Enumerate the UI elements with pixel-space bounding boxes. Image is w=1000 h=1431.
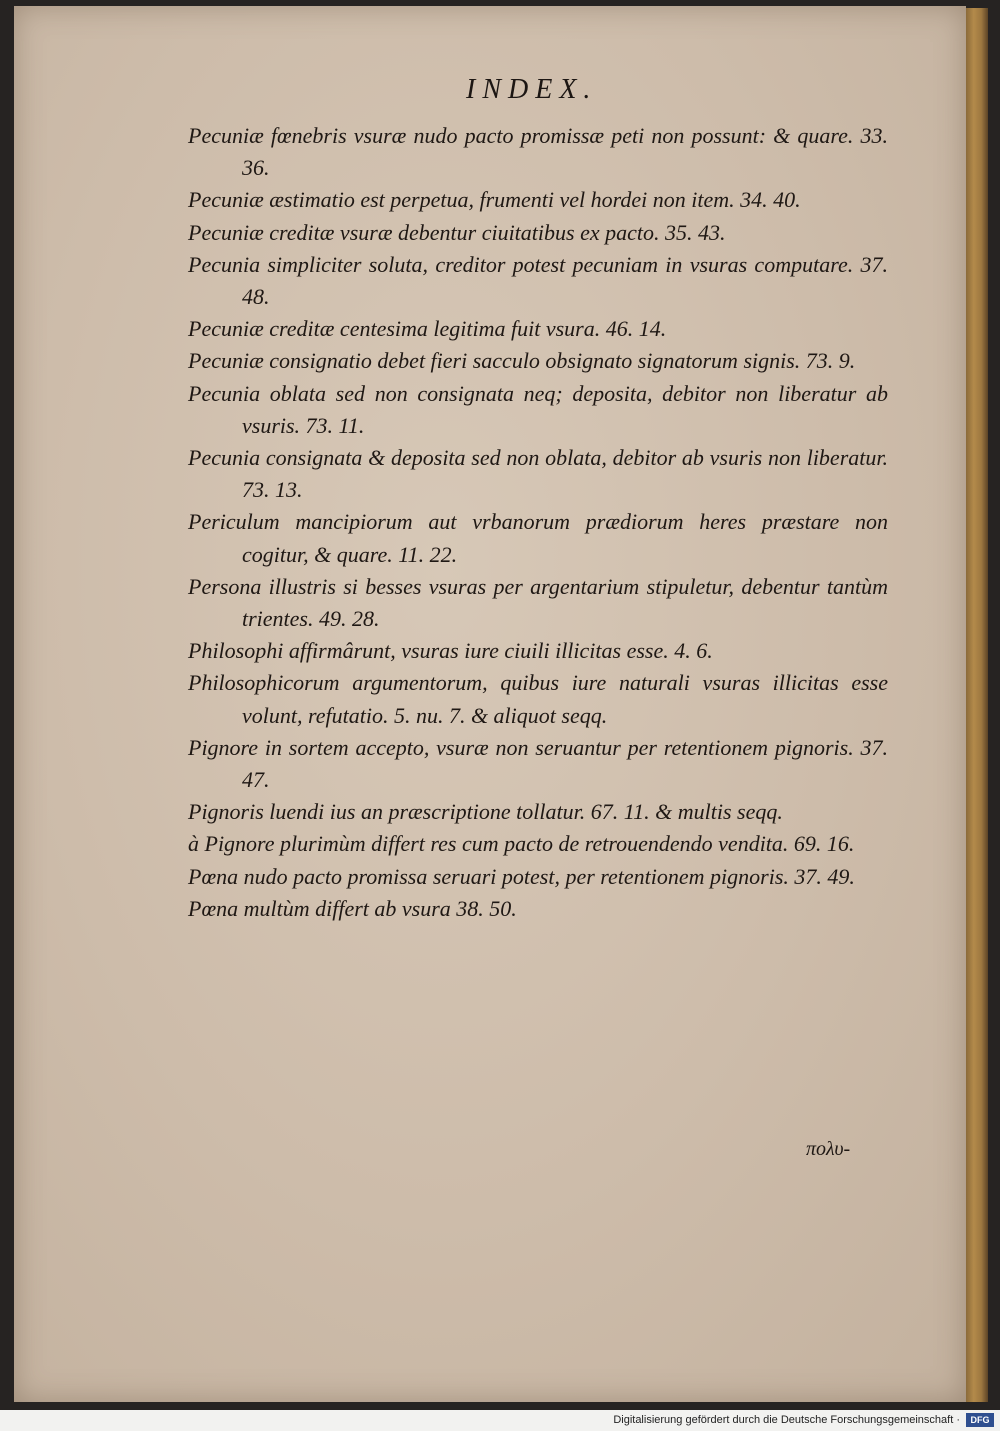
index-entry: Pecuniæ creditæ vsuræ debentur ciuitatibus ex pacto. 35. 43. — [188, 219, 726, 245]
digitization-footer — [0, 1410, 1000, 1431]
index-entry: Pecuniæ æstimatio est perpetua, frumenti vel hordei non item. 34. 40. — [188, 187, 801, 213]
page-heading: INDEX. — [466, 74, 598, 105]
index-entry: Pœna nudo pacto promissa seruari potest, per retentionem pignoris. 37. 49. — [188, 863, 855, 889]
index-entry: Pecuniæ consignatio debet fieri sacculo obsignato signatorum signis. 73. 9. — [188, 348, 856, 374]
index-entry: Pœna multùm differt ab vsura 38. 50. — [188, 895, 517, 921]
index-entry: Philosophi affirmârunt, vsuras iure ciuili illicitas esse. 4. 6. — [188, 638, 713, 664]
catchword: πολυ- — [806, 1138, 851, 1160]
index-entry: Pecuniæ fœnebris vsuræ nudo pacto promissæ peti non possunt: & quare. 33. 36. — [188, 123, 888, 181]
index-entry-list — [188, 120, 888, 925]
index-entry: Pignoris luendi ius an præscriptione tollatur. 67. 11. & multis seqq. — [188, 799, 783, 825]
index-entry: Pecunia consignata & deposita sed non oblata, debitor ab vsuris non liberatur. 73. 13. — [188, 445, 888, 503]
index-entry: Pecuniæ creditæ centesima legitima fuit vsura. 46. 14. — [188, 316, 667, 342]
index-entry: Philosophicorum argumentorum, quibus iure naturali vsuras illicitas esse volunt, refutatio. 5. nu. 7. & aliquot seqq. — [188, 670, 888, 728]
index-entry: Pecunia oblata sed non consignata neq; deposita, debitor non liberatur ab vsuris. 73. 11. — [188, 380, 888, 438]
index-entry: à Pignore plurimùm differt res cum pacto de retrouendendo vendita. 69. 16. — [188, 831, 855, 857]
dfg-logo: DFG — [966, 1413, 994, 1427]
funding-credit: Digitalisierung gefördert durch die Deutsche Forschungsgemeinschaft · — [613, 1414, 960, 1426]
index-entry: Persona illustris si besses vsuras per argentarium stipuletur, debentur tantùm trientes. 49. 28. — [188, 573, 888, 632]
page-edge — [966, 8, 988, 1402]
index-entry: Pecunia simpliciter soluta, creditor potest pecuniam in vsuras computare. 37. 48. — [188, 251, 888, 310]
index-entry: Periculum mancipiorum aut vrbanorum prædiorum heres præstare non cogitur, & quare. 11. 22. — [188, 509, 888, 567]
book-page — [14, 6, 966, 1402]
index-entry: Pignore in sortem accepto, vsuræ non seruantur per retentionem pignoris. 37. 47. — [188, 734, 888, 793]
